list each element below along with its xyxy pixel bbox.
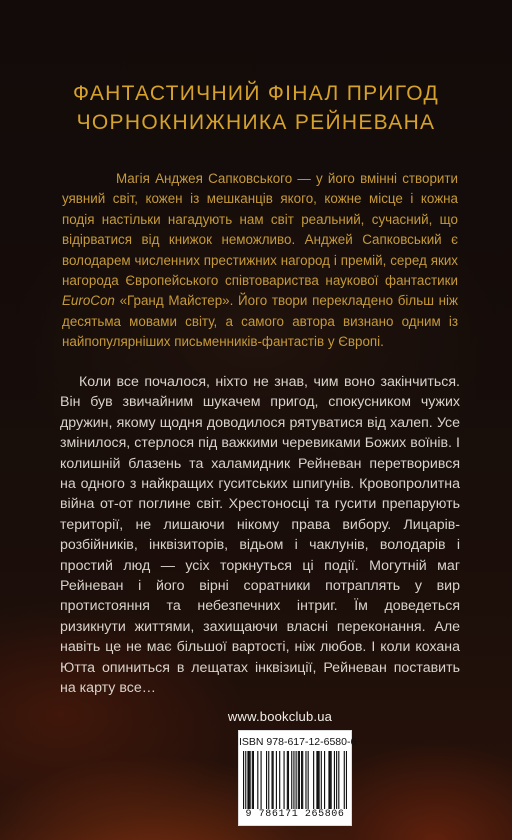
barcode-bar: [296, 751, 297, 809]
barcode: [243, 751, 347, 809]
barcode-bar: [293, 751, 294, 809]
barcode-bar: [301, 751, 302, 809]
barcode-bar: [299, 751, 300, 809]
barcode-bar: [266, 751, 267, 809]
barcode-bar: [248, 751, 249, 809]
publisher-website[interactable]: www.bookclub.ua: [227, 709, 333, 724]
barcode-bar: [284, 751, 285, 809]
barcode-bar: [313, 751, 314, 809]
author-blurb: [62, 169, 458, 353]
barcode-bar: [317, 751, 318, 809]
barcode-bar: [334, 751, 335, 809]
synopsis: Коли все почалося, ніхто не знав, чим воно закінчиться. Він був звичайним шукачем пригод, спокусником чужих дружин, якому щодня доводилося рятуватися від халеп. Усе змінилося, стерлося під важкими черевиками Божих воїнів. І колишній блазень та халамидник Рейневан перетворився на одного з найкращих гуситських шпигунів. Кровопролитна війна от-от поглине світ. Хрестоносці та гусити препарують території, не лишаючи нікому права вибору. Лицарів-розбійників, інквізиторів, відьом і чаклунів, володарів і простий люд — усіх торкнуться ці події. Могутній маг Рейневан і його вірні соратники потраплять у вир протистояння та небезпечних інтриг. Їм доведеться ризикнути життями, захищаючи власні переконання. Але навіть це не має більшої вартості, ніж любов. І коли кохана Ютта опиниться в лещатах інквізиції, Рейневан поставить на карту все…: [60, 374, 460, 697]
barcode-digits: 9 786171 265806: [245, 809, 345, 820]
barcode-bar: [287, 751, 288, 809]
barcode-bar: [346, 751, 347, 809]
award-brand: EuroCon: [62, 293, 115, 309]
blurb-text-1: Магія Анджея Сапковського — у його вмінні створити уявний світ, кожен із мешканців якого, кожне місце і кожна подія настільки нагадують нам світ реальний, сучасний, що відірватися від книжок неможливо. Анджей Сапковський є володарем численних престижних нагород і премій, серед яких нагорода Європейського співтовариства наукової фантастики: [62, 171, 458, 289]
barcode-bar: [316, 751, 317, 809]
barcode-bar: [276, 751, 277, 809]
barcode-bar: [288, 751, 289, 809]
barcode-bar: [308, 751, 309, 809]
barcode-bar: [271, 751, 272, 809]
barcode-bar: [324, 751, 325, 809]
barcode-bar: [250, 751, 251, 809]
isbn-barcode-block: [238, 730, 357, 826]
barcode-bar: [257, 751, 258, 809]
barcode-bar: [253, 751, 254, 809]
barcode-bar: [291, 751, 292, 809]
barcode-bar: [302, 751, 303, 809]
barcode-bar: [338, 751, 339, 809]
barcode-bar: [328, 751, 329, 809]
barcode-bar: [329, 751, 330, 809]
barcode-bar: [336, 751, 337, 809]
isbn-label: ISBN 978-617-12-6580-6: [239, 736, 357, 748]
barcode-bar: [321, 751, 322, 809]
barcode-bar: [245, 751, 246, 809]
barcode-bar: [252, 751, 253, 809]
barcode-bar: [344, 751, 345, 809]
blurb-text-2: «Гранд Майстер». Його твори перекладено більш ніж десятьма мовами світу, а самого автора визнано одним із найпопулярніших письменників-фантастів у Європі.: [62, 293, 458, 350]
barcode-bar: [273, 751, 274, 809]
barcode-bar: [279, 751, 280, 809]
tagline-line-1: ФАНТАСТИЧНИЙ ФІНАЛ ПРИГОД: [73, 82, 439, 105]
barcode-bar: [305, 751, 306, 809]
barcode-bar: [319, 751, 320, 809]
tagline-line-2: ЧОРНОКНИЖНИКА РЕЙНЕВАНА: [76, 111, 436, 134]
barcode-bar: [268, 751, 269, 809]
barcode-bar: [331, 751, 332, 809]
barcode-bar: [298, 751, 299, 809]
tagline: [40, 79, 472, 137]
barcode-bar: [261, 751, 262, 809]
barcode-bar: [243, 751, 244, 809]
barcode-bar: [247, 751, 248, 809]
